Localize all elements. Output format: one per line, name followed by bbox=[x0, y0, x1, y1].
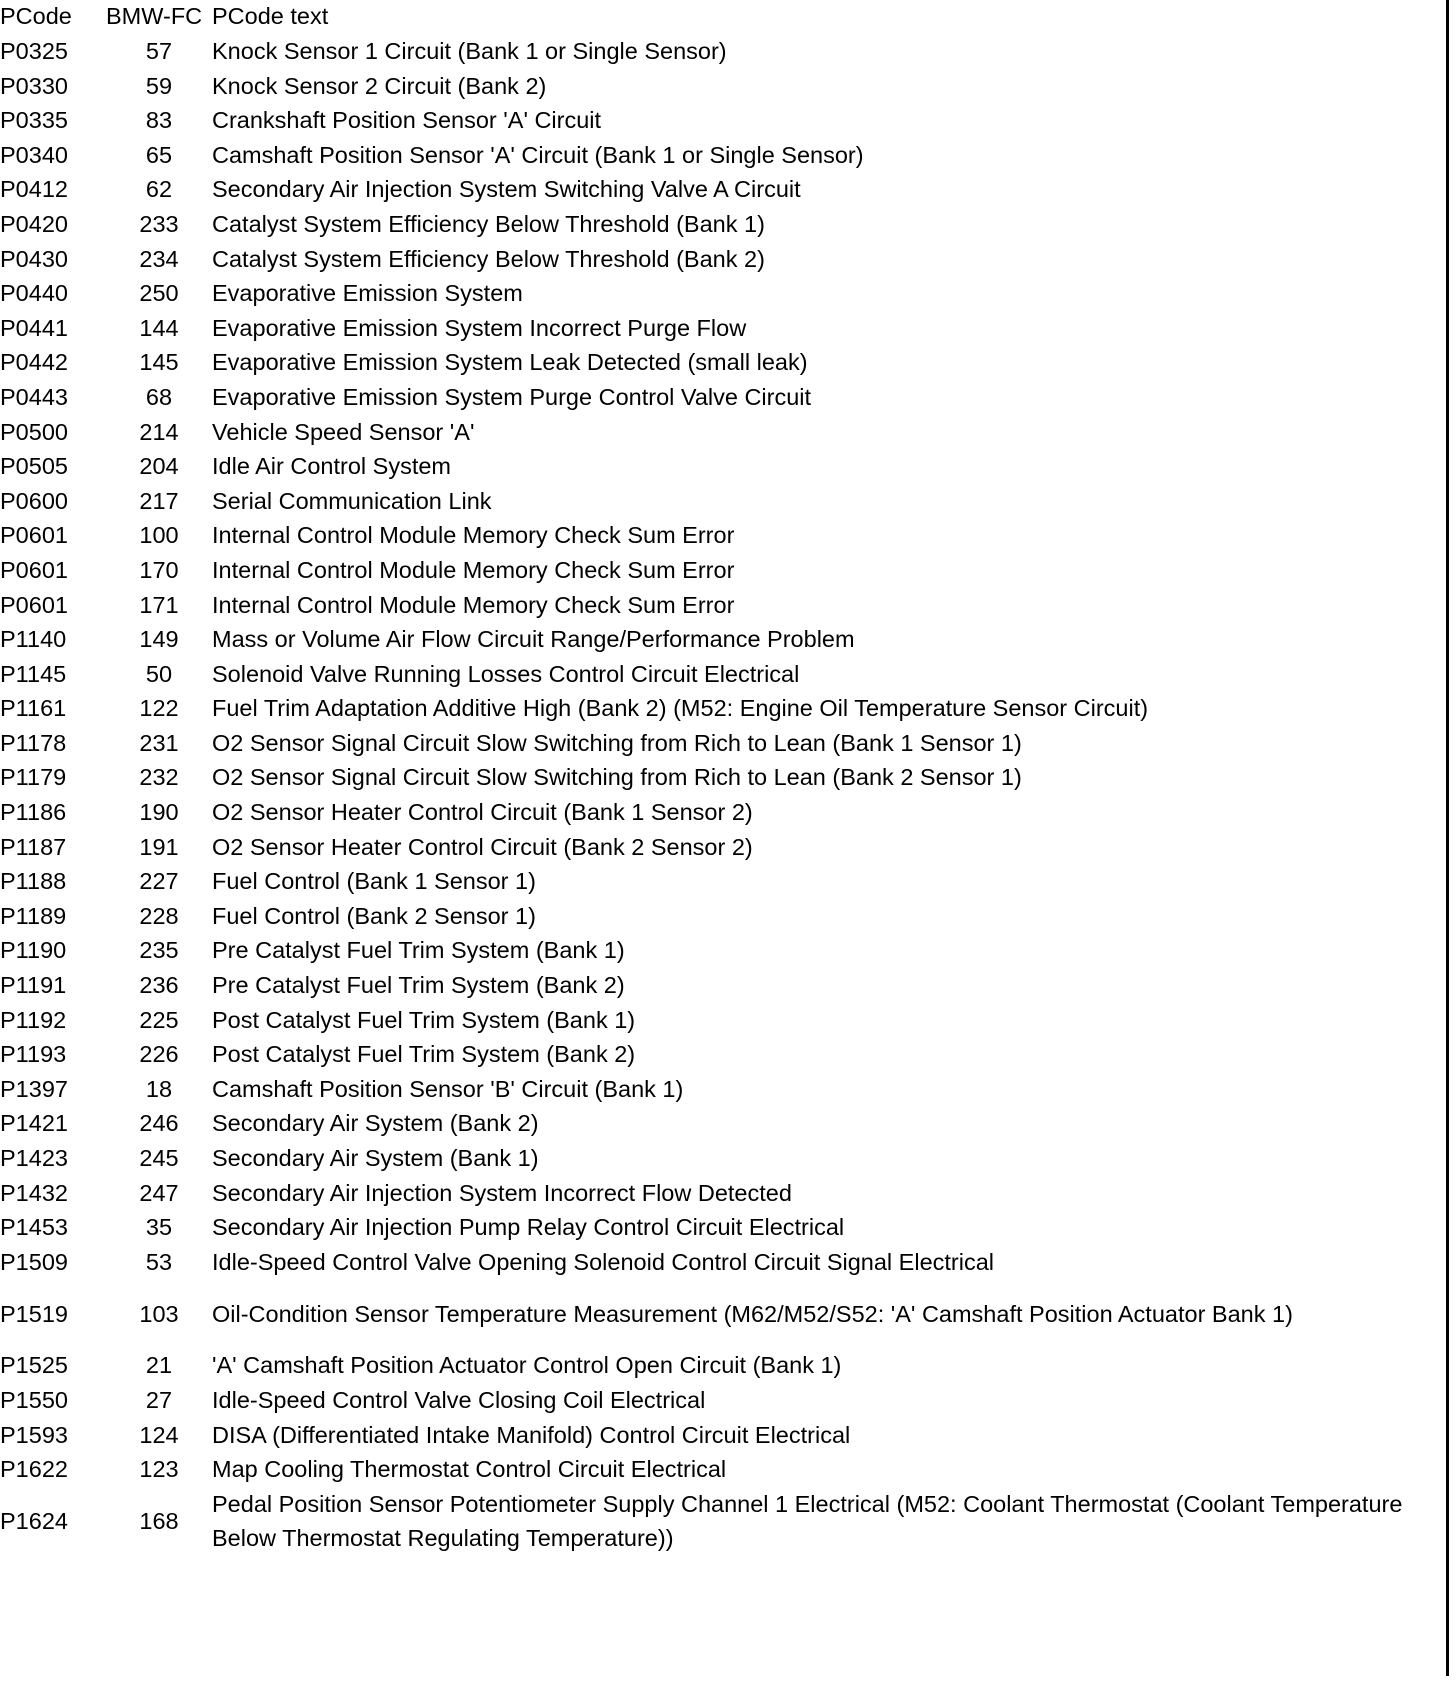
cell-bmw-fc: 227 bbox=[139, 868, 179, 895]
table-row bbox=[0, 345, 1440, 380]
cell-bmw-fc: 234 bbox=[139, 245, 179, 272]
cell-bmw-fc: 231 bbox=[139, 729, 179, 756]
table-row bbox=[0, 1003, 1440, 1038]
table-row bbox=[0, 1141, 1440, 1176]
table-row bbox=[0, 415, 1440, 450]
table-row bbox=[0, 864, 1440, 899]
cell-pcode: P1188 bbox=[0, 868, 67, 895]
column-header-bmw-fc: BMW-FC bbox=[106, 3, 203, 29]
cell-pcode: P0335 bbox=[0, 107, 68, 134]
cell-pcode: P0443 bbox=[0, 383, 68, 410]
table-row bbox=[0, 691, 1440, 726]
cell-bmw-fc: 59 bbox=[145, 72, 173, 99]
cell-pcode-text: Crankshaft Position Sensor 'A' Circuit bbox=[212, 107, 602, 134]
cell-bmw-fc: 170 bbox=[139, 556, 179, 583]
table-row bbox=[0, 1348, 1440, 1383]
cell-bmw-fc: 171 bbox=[139, 591, 179, 618]
cell-bmw-fc: 190 bbox=[139, 799, 179, 826]
cell-pcode-text: Post Catalyst Fuel Trim System (Bank 1) bbox=[212, 1006, 636, 1033]
cell-pcode-text: Internal Control Module Memory Check Sum Error bbox=[212, 591, 735, 618]
cell-bmw-fc: 35 bbox=[145, 1214, 173, 1241]
cell-pcode-text: Camshaft Position Sensor 'A' Circuit (Bank 1 or Single Sensor) bbox=[212, 141, 864, 168]
cell-pcode: P0330 bbox=[0, 72, 68, 99]
table-row bbox=[0, 588, 1440, 623]
table-row bbox=[0, 69, 1440, 104]
cell-pcode-text: Secondary Air System (Bank 2) bbox=[212, 1110, 539, 1137]
cell-bmw-fc: 204 bbox=[139, 453, 179, 480]
table-row bbox=[0, 380, 1440, 415]
table-row bbox=[0, 726, 1440, 761]
cell-bmw-fc: 191 bbox=[139, 833, 179, 860]
cell-pcode-text: Secondary Air System (Bank 1) bbox=[212, 1145, 539, 1171]
cell-pcode-text: Fuel Trim Adaptation Additive High (Bank 2) (M52: Engine Oil Temperature Sensor Circuit) bbox=[212, 695, 1149, 722]
cell-pcode: P0601 bbox=[0, 522, 68, 549]
cell-pcode-text: Evaporative Emission System Incorrect Purge Flow bbox=[212, 314, 747, 341]
cell-pcode: P1140 bbox=[0, 626, 67, 653]
table-body bbox=[0, 34, 1440, 1556]
table-row bbox=[0, 138, 1440, 173]
cell-bmw-fc: 123 bbox=[139, 1456, 179, 1483]
cell-bmw-fc: 145 bbox=[139, 349, 179, 376]
cell-pcode-text: Post Catalyst Fuel Trim System (Bank 2) bbox=[212, 1041, 636, 1068]
cell-bmw-fc: 65 bbox=[145, 141, 173, 168]
cell-pcode: P1187 bbox=[0, 833, 67, 860]
cell-pcode: P1191 bbox=[0, 972, 67, 999]
cell-pcode-text: Evaporative Emission System Leak Detected (small leak) bbox=[212, 349, 808, 376]
cell-bmw-fc: 144 bbox=[139, 314, 179, 341]
cell-pcode-text: Evaporative Emission System bbox=[212, 280, 523, 307]
cell-pcode: P1179 bbox=[0, 764, 67, 791]
table-row bbox=[0, 518, 1440, 553]
cell-pcode: P0505 bbox=[0, 453, 68, 480]
table-row bbox=[0, 760, 1440, 795]
cell-bmw-fc: 247 bbox=[139, 1179, 179, 1206]
table-row bbox=[0, 172, 1440, 207]
cell-bmw-fc: 233 bbox=[139, 210, 179, 237]
cell-pcode-text: O2 Sensor Signal Circuit Slow Switching from Rich to Lean (Bank 1 Sensor 1) bbox=[212, 729, 1022, 756]
cell-bmw-fc: 83 bbox=[145, 107, 173, 134]
table-header-row bbox=[0, 0, 1440, 34]
cell-pcode-text: Serial Communication Link bbox=[212, 487, 492, 514]
table-row bbox=[0, 1452, 1440, 1487]
cell-pcode-text: Evaporative Emission System Purge Control Valve Circuit bbox=[212, 383, 812, 410]
cell-bmw-fc: 124 bbox=[139, 1421, 179, 1448]
cell-bmw-fc: 18 bbox=[145, 1075, 173, 1102]
column-header-pcode-text: PCode text bbox=[212, 3, 329, 29]
cell-pcode-text: Secondary Air Injection Pump Relay Control Circuit Electrical bbox=[212, 1214, 845, 1241]
cell-pcode-text: Idle Air Control System bbox=[212, 453, 452, 480]
cell-bmw-fc: 217 bbox=[139, 487, 179, 514]
table-row bbox=[0, 622, 1440, 657]
cell-pcode: P0601 bbox=[0, 556, 68, 583]
cell-bmw-fc: 226 bbox=[139, 1041, 179, 1068]
table-row bbox=[0, 657, 1440, 692]
cell-bmw-fc: 245 bbox=[139, 1145, 179, 1171]
table-row bbox=[0, 1210, 1440, 1245]
table-row bbox=[0, 1487, 1440, 1556]
cell-pcode: P1622 bbox=[0, 1456, 68, 1483]
table-row bbox=[0, 242, 1440, 277]
cell-pcode: P1509 bbox=[0, 1248, 68, 1275]
table-row bbox=[0, 276, 1440, 311]
cell-bmw-fc: 53 bbox=[145, 1248, 173, 1275]
cell-bmw-fc: 149 bbox=[139, 626, 179, 653]
table-row bbox=[0, 795, 1440, 830]
cell-bmw-fc: 250 bbox=[139, 280, 179, 307]
table-row bbox=[0, 449, 1440, 484]
cell-pcode-text: Knock Sensor 1 Circuit (Bank 1 or Single Sensor) bbox=[212, 38, 727, 64]
cell-pcode: P1193 bbox=[0, 1041, 67, 1068]
table-row bbox=[0, 34, 1440, 69]
cell-pcode: P0442 bbox=[0, 349, 68, 376]
cell-pcode: P1178 bbox=[0, 729, 67, 756]
cell-pcode: P1593 bbox=[0, 1421, 68, 1448]
cell-pcode-text: O2 Sensor Heater Control Circuit (Bank 2 Sensor 2) bbox=[212, 833, 753, 860]
table-row bbox=[0, 553, 1440, 588]
cell-bmw-fc: 246 bbox=[139, 1110, 179, 1137]
cell-pcode: P0340 bbox=[0, 141, 68, 168]
cell-pcode-text: Fuel Control (Bank 2 Sensor 1) bbox=[212, 902, 536, 929]
table-row bbox=[0, 968, 1440, 1003]
cell-pcode: P0325 bbox=[0, 38, 68, 64]
cell-pcode: P1397 bbox=[0, 1075, 68, 1102]
table-row bbox=[0, 1279, 1440, 1348]
cell-pcode: P1624 bbox=[0, 1508, 68, 1535]
cell-bmw-fc: 235 bbox=[139, 937, 179, 964]
cell-pcode: P1190 bbox=[0, 937, 67, 964]
cell-pcode-text: Camshaft Position Sensor 'B' Circuit (Bank 1) bbox=[212, 1075, 684, 1102]
cell-pcode: P0430 bbox=[0, 245, 68, 272]
cell-pcode-text: Catalyst System Efficiency Below Threshold (Bank 2) bbox=[212, 245, 765, 272]
cell-pcode-text: Secondary Air Injection System Incorrect Flow Detected bbox=[212, 1179, 792, 1206]
table-row bbox=[0, 933, 1440, 968]
cell-pcode: P1519 bbox=[0, 1300, 68, 1327]
cell-pcode-text: Oil-Condition Sensor Temperature Measurement (M62/M52/S52: 'A' Camshaft Position Actuator Bank 1) bbox=[212, 1300, 1293, 1327]
cell-pcode: P0420 bbox=[0, 210, 68, 237]
cell-pcode-text: Idle-Speed Control Valve Closing Coil Electrical bbox=[212, 1386, 706, 1413]
cell-pcode: P0441 bbox=[0, 314, 68, 341]
table-row bbox=[0, 484, 1440, 519]
cell-pcode-text: Idle-Speed Control Valve Opening Solenoid Control Circuit Signal Electrical bbox=[212, 1248, 995, 1275]
cell-pcode-text: Map Cooling Thermostat Control Circuit Electrical bbox=[212, 1456, 727, 1483]
table-row bbox=[0, 207, 1440, 242]
cell-pcode-text: Pre Catalyst Fuel Trim System (Bank 1) bbox=[212, 937, 625, 964]
table-row bbox=[0, 1106, 1440, 1141]
cell-pcode-text: Pre Catalyst Fuel Trim System (Bank 2) bbox=[212, 972, 625, 999]
cell-bmw-fc: 214 bbox=[139, 418, 179, 445]
table-row bbox=[0, 1072, 1440, 1107]
cell-pcode-text: Internal Control Module Memory Check Sum Error bbox=[212, 522, 735, 549]
cell-pcode-text: O2 Sensor Heater Control Circuit (Bank 1 Sensor 2) bbox=[212, 799, 753, 826]
cell-bmw-fc: 62 bbox=[145, 176, 173, 203]
table-header bbox=[0, 0, 1440, 34]
cell-pcode-text: Mass or Volume Air Flow Circuit Range/Performance Problem bbox=[212, 626, 855, 653]
cell-pcode: P0412 bbox=[0, 176, 68, 203]
table-row bbox=[0, 1245, 1440, 1280]
table-row bbox=[0, 830, 1440, 865]
cell-pcode-text: Knock Sensor 2 Circuit (Bank 2) bbox=[212, 72, 547, 99]
cell-bmw-fc: 50 bbox=[145, 660, 173, 687]
table-row bbox=[0, 311, 1440, 346]
cell-pcode: P1550 bbox=[0, 1386, 68, 1413]
cell-pcode: P1186 bbox=[0, 799, 67, 826]
cell-bmw-fc: 27 bbox=[145, 1386, 173, 1413]
cell-pcode-text: Vehicle Speed Sensor 'A' bbox=[212, 418, 475, 445]
table-row bbox=[0, 1176, 1440, 1211]
cell-bmw-fc: 21 bbox=[145, 1352, 173, 1379]
cell-pcode: P1421 bbox=[0, 1110, 68, 1137]
cell-bmw-fc: 228 bbox=[139, 902, 179, 929]
cell-pcode-text: Solenoid Valve Running Losses Control Circuit Electrical bbox=[212, 660, 800, 687]
table-row bbox=[0, 899, 1440, 934]
cell-pcode-text: Catalyst System Efficiency Below Threshold (Bank 1) bbox=[212, 210, 765, 237]
cell-pcode: P1189 bbox=[0, 902, 67, 929]
cell-bmw-fc: 100 bbox=[139, 522, 179, 549]
cell-pcode-text: Fuel Control (Bank 1 Sensor 1) bbox=[212, 868, 536, 895]
cell-bmw-fc: 232 bbox=[139, 764, 179, 791]
cell-pcode: P1423 bbox=[0, 1145, 68, 1171]
cell-pcode: P1161 bbox=[0, 695, 67, 722]
cell-bmw-fc: 236 bbox=[139, 972, 179, 999]
table-row bbox=[0, 1037, 1440, 1072]
cell-pcode: P0500 bbox=[0, 418, 68, 445]
column-header-pcode: PCode bbox=[0, 3, 72, 29]
cell-pcode-text: DISA (Differentiated Intake Manifold) Control Circuit Electrical bbox=[212, 1421, 851, 1448]
table-row bbox=[0, 1418, 1440, 1453]
cell-pcode: P1453 bbox=[0, 1214, 68, 1241]
cell-pcode: P1432 bbox=[0, 1179, 68, 1206]
cell-bmw-fc: 168 bbox=[139, 1508, 179, 1535]
right-border-rule bbox=[1446, 0, 1449, 1676]
cell-bmw-fc: 57 bbox=[145, 38, 173, 64]
table-row bbox=[0, 103, 1440, 138]
cell-pcode-text: 'A' Camshaft Position Actuator Control Open Circuit (Bank 1) bbox=[212, 1352, 842, 1379]
cell-pcode: P0440 bbox=[0, 280, 68, 307]
cell-pcode-text: O2 Sensor Signal Circuit Slow Switching from Rich to Lean (Bank 2 Sensor 1) bbox=[212, 764, 1022, 791]
cell-pcode: P1145 bbox=[0, 660, 67, 687]
table-row bbox=[0, 1383, 1440, 1418]
cell-pcode-text: Secondary Air Injection System Switching Valve A Circuit bbox=[212, 176, 801, 203]
cell-pcode-text: Pedal Position Sensor Potentiometer Supply Channel 1 Electrical (M52: Coolant Thermostat (Coolant Temperature Below Thermostat Regulating Temperature)) bbox=[212, 1490, 1403, 1552]
cell-pcode: P0600 bbox=[0, 487, 68, 514]
cell-pcode: P1525 bbox=[0, 1352, 68, 1379]
cell-pcode: P0601 bbox=[0, 591, 68, 618]
cell-bmw-fc: 103 bbox=[139, 1300, 179, 1327]
cell-bmw-fc: 225 bbox=[139, 1006, 179, 1033]
cell-bmw-fc: 68 bbox=[145, 383, 173, 410]
cell-bmw-fc: 122 bbox=[139, 695, 179, 722]
cell-pcode-text: Internal Control Module Memory Check Sum Error bbox=[212, 556, 735, 583]
cell-pcode: P1192 bbox=[0, 1006, 67, 1033]
